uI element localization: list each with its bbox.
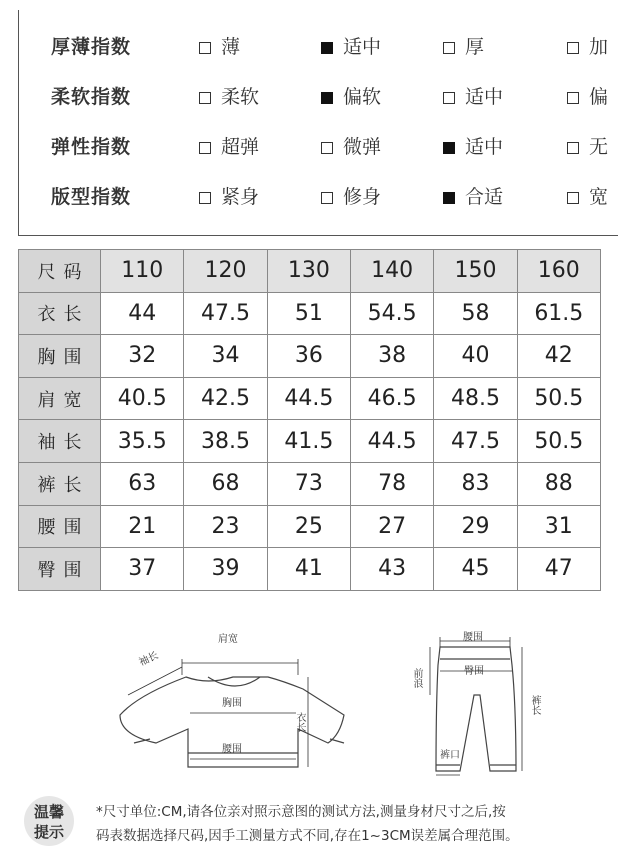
- table-cell: 51: [267, 292, 350, 335]
- unchecked-box-icon: [321, 142, 333, 154]
- pants-hip-label: 臀围: [464, 666, 484, 677]
- table-cell: 37: [101, 548, 184, 591]
- table-cell: 40: [434, 335, 517, 378]
- size-note: [96, 800, 616, 848]
- table-cell: 34: [184, 335, 267, 378]
- top-shoulder-label: 肩宽: [218, 634, 238, 645]
- attribute-option-label: 宽: [589, 186, 609, 208]
- top-length-label: 衣长: [294, 712, 305, 732]
- attribute-option: [199, 32, 240, 59]
- table-cell: 42.5: [184, 377, 267, 420]
- pants-rise-label: 前浪: [411, 668, 422, 688]
- unchecked-box-icon: [199, 142, 211, 154]
- attribute-label: 版型指数: [51, 186, 132, 208]
- unchecked-box-icon: [567, 192, 579, 204]
- table-cell: 32: [101, 335, 184, 378]
- table-cell: 47: [517, 548, 600, 591]
- attribute-option-label: 修身: [343, 186, 382, 208]
- attribute-option-label: 柔软: [221, 86, 260, 108]
- row-label: 臀围: [19, 548, 101, 591]
- row-label: 衣长: [19, 292, 101, 335]
- checked-box-icon: [321, 42, 333, 54]
- pants-hem-label: 裤口: [440, 750, 460, 761]
- attribute-option: [199, 132, 259, 159]
- table-row: [19, 292, 601, 335]
- table-cell: 47.5: [434, 420, 517, 463]
- table-cell: 44.5: [350, 420, 433, 463]
- table-cell: 41: [267, 548, 350, 591]
- row-label: 袖长: [19, 420, 101, 463]
- table-cell: 44: [101, 292, 184, 335]
- table-cell: 78: [350, 462, 433, 505]
- pants-waist-label: 腰围: [463, 632, 483, 643]
- tip-title-line2: 提示: [33, 823, 64, 841]
- attribute-option: [567, 82, 608, 109]
- table-row: [19, 462, 601, 505]
- attribute-option-label: 厚: [465, 36, 485, 58]
- table-cell: 21: [101, 505, 184, 548]
- attribute-option-label: 微弹: [343, 136, 382, 158]
- attribute-option: [567, 132, 608, 159]
- tip-title-line1: 温馨: [33, 803, 64, 821]
- attribute-row: [19, 72, 619, 112]
- size-header-cell: 140: [350, 250, 433, 293]
- pants-length-label: 裤长: [529, 695, 540, 715]
- attribute-panel: [18, 10, 618, 236]
- unchecked-box-icon: [321, 192, 333, 204]
- attribute-option: [443, 182, 503, 209]
- size-header-cell: 160: [517, 250, 600, 293]
- unchecked-box-icon: [567, 142, 579, 154]
- table-cell: 35.5: [101, 420, 184, 463]
- attribute-label: 柔软指数: [51, 86, 132, 108]
- checked-box-icon: [321, 92, 333, 104]
- attribute-option-label: 偏软: [343, 86, 382, 108]
- top-sleeve-label: 袖长: [137, 650, 161, 669]
- table-row: [19, 505, 601, 548]
- table-cell: 63: [101, 462, 184, 505]
- table-cell: 38: [350, 335, 433, 378]
- table-cell: 38.5: [184, 420, 267, 463]
- attribute-option: [321, 32, 381, 59]
- attribute-option-label: 超弹: [221, 136, 260, 158]
- table-cell: 68: [184, 462, 267, 505]
- attribute-option: [443, 32, 484, 59]
- attribute-option: [443, 82, 503, 109]
- unchecked-box-icon: [199, 92, 211, 104]
- table-cell: 46.5: [350, 377, 433, 420]
- table-cell: 25: [267, 505, 350, 548]
- table-row: [19, 377, 601, 420]
- table-cell: 40.5: [101, 377, 184, 420]
- table-cell: 61.5: [517, 292, 600, 335]
- table-cell: 45: [434, 548, 517, 591]
- table-row: [19, 335, 601, 378]
- note-line2: 码表数据选择尺码,因手工测量方式不同,存在1~3CM误差属合理范围。: [96, 828, 519, 844]
- attribute-option: [321, 182, 381, 209]
- attribute-option-label: 紧身: [221, 186, 260, 208]
- table-cell: 23: [184, 505, 267, 548]
- table-cell: 27: [350, 505, 433, 548]
- size-header-cell: 120: [184, 250, 267, 293]
- attribute-option-label: 适中: [343, 36, 382, 58]
- table-cell: 50.5: [517, 377, 600, 420]
- row-label: 腰围: [19, 505, 101, 548]
- table-cell: 29: [434, 505, 517, 548]
- table-row: [19, 420, 601, 463]
- table-cell: 54.5: [350, 292, 433, 335]
- attribute-option: [199, 182, 259, 209]
- row-label: 肩宽: [19, 377, 101, 420]
- table-cell: 36: [267, 335, 350, 378]
- attribute-row: [19, 172, 619, 212]
- unchecked-box-icon: [199, 42, 211, 54]
- table-cell: 31: [517, 505, 600, 548]
- checked-box-icon: [443, 192, 455, 204]
- attribute-option-label: 合适: [465, 186, 504, 208]
- attribute-option: [567, 32, 608, 59]
- attribute-option: [567, 182, 608, 209]
- table-cell: 47.5: [184, 292, 267, 335]
- table-cell: 50.5: [517, 420, 600, 463]
- table-cell: 43: [350, 548, 433, 591]
- attribute-option: [321, 132, 381, 159]
- attribute-option-label: 薄: [221, 36, 241, 58]
- table-cell: 58: [434, 292, 517, 335]
- size-header-cell: 130: [267, 250, 350, 293]
- attribute-option-label: 偏: [589, 86, 609, 108]
- unchecked-box-icon: [443, 92, 455, 104]
- table-cell: 44.5: [267, 377, 350, 420]
- attribute-option: [321, 82, 381, 109]
- row-label: 裤长: [19, 462, 101, 505]
- attribute-row: [19, 22, 619, 62]
- table-cell: 73: [267, 462, 350, 505]
- attribute-row: [19, 122, 619, 162]
- attribute-option: [443, 132, 503, 159]
- table-cell: 42: [517, 335, 600, 378]
- size-table: [18, 249, 601, 591]
- table-cell: 83: [434, 462, 517, 505]
- size-header-label: 尺码: [19, 250, 101, 293]
- unchecked-box-icon: [567, 92, 579, 104]
- size-header-cell: 150: [434, 250, 517, 293]
- size-header-row: [19, 250, 601, 293]
- checked-box-icon: [443, 142, 455, 154]
- attribute-option: [199, 82, 259, 109]
- table-cell: 48.5: [434, 377, 517, 420]
- top-chest-label: 胸围: [222, 698, 242, 709]
- row-label: 胸围: [19, 335, 101, 378]
- tip-badge: [24, 796, 74, 846]
- table-cell: 41.5: [267, 420, 350, 463]
- table-cell: 39: [184, 548, 267, 591]
- attribute-label: 弹性指数: [51, 136, 132, 158]
- table-row: [19, 548, 601, 591]
- size-header-cell: 110: [101, 250, 184, 293]
- attribute-option-label: 无: [589, 136, 609, 158]
- attribute-option-label: 适中: [465, 86, 504, 108]
- attribute-option-label: 适中: [465, 136, 504, 158]
- unchecked-box-icon: [199, 192, 211, 204]
- unchecked-box-icon: [567, 42, 579, 54]
- unchecked-box-icon: [443, 42, 455, 54]
- note-line1: *尺寸单位:CM,请各位亲对照示意图的测试方法,测量身材尺寸之后,按: [96, 804, 506, 820]
- table-cell: 88: [517, 462, 600, 505]
- attribute-option-label: 加: [589, 36, 609, 58]
- attribute-label: 厚薄指数: [51, 36, 132, 58]
- top-waist-label: 腰围: [222, 744, 242, 755]
